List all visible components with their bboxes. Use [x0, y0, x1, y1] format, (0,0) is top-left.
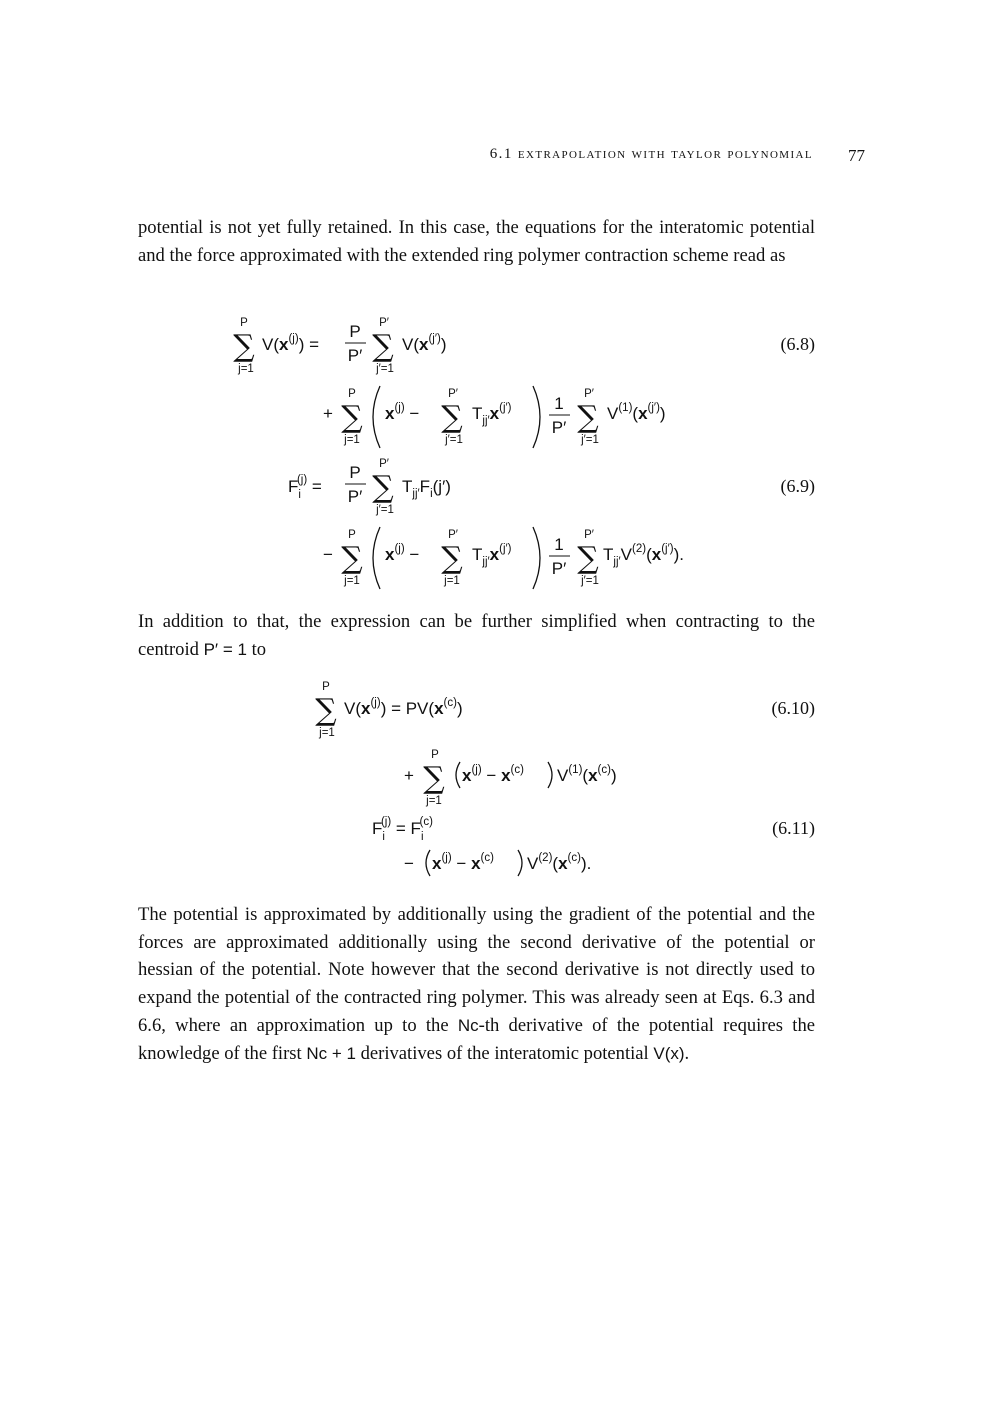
svg-text:V(1)(x(c)): $V^{(1)}(x^{(c)})$ — [557, 764, 617, 785]
svg-text:V(1)(x(j′)): $V^{(1)}(x^{(j')})$ — [607, 402, 666, 423]
svg-text:P′: P′ — [551, 559, 567, 578]
svg-text:P: P — [349, 463, 361, 482]
svg-text:−: − — [323, 545, 333, 564]
inline-math-nc: Nc — [457, 1015, 479, 1035]
svg-text:∑: ∑ — [577, 400, 599, 435]
svg-text:P′: P′ — [551, 418, 567, 437]
svg-text:j=1: j=1 — [319, 727, 335, 739]
svg-text:∑: ∑ — [441, 400, 463, 435]
paragraph-approximation — [138, 901, 815, 1067]
svg-text:∑: ∑ — [233, 329, 255, 364]
svg-text:P′: P′ — [584, 388, 594, 400]
svg-text:x(j) −: $x^{(j)}$ − — [385, 402, 420, 423]
paragraph-approximation-text-a: The potential is approximated by additionally using the gradient of the potential and the forces are approximated additionally using the second derivative of the potential or hessian of the potential. Note however that the second derivative is not directly used to expand the potential of the contracted ring polymer. This was already seen at Eqs. 6.3 and 6.6, where an approximation up to the — [138, 904, 815, 1036]
svg-text:P: P — [348, 388, 356, 400]
svg-text:∑: ∑ — [315, 693, 337, 728]
svg-text:−: − — [404, 854, 414, 873]
svg-text:Fi(j) =: $F_i(j)$ = — [288, 474, 322, 501]
equation-number-6-8: (6.8) — [780, 334, 815, 354]
paragraph-approximation-text-c: derivatives of the interatomic potential — [355, 1042, 654, 1064]
svg-text:j′=1: j′=1 — [581, 434, 599, 446]
svg-text:P′: P′ — [347, 487, 363, 506]
svg-text:j′=1: j′=1 — [376, 504, 394, 516]
svg-text:x(j) −: $x^{(j)}$ − — [385, 543, 420, 564]
svg-text:j=1: j=1 — [426, 795, 442, 807]
svg-text:P′: P′ — [584, 529, 594, 541]
svg-text:x(j) − x(c): $x^{(j)} - x^{(c)}$ — [462, 764, 524, 785]
inline-math-centroid: P′ = 1 — [203, 639, 247, 659]
svg-text:P′: P′ — [448, 388, 458, 400]
svg-text:Fi(j) = Fi(c): $F_i(j) = F_i(c)$ — [372, 816, 433, 843]
svg-text:V(x(j′)): $V(x^{(j')})$ — [402, 333, 447, 354]
equation-number-6-9: (6.9) — [780, 476, 815, 496]
svg-text:P′: P′ — [448, 529, 458, 541]
running-title: 6.1 extrapolation with taylor polynomial — [489, 146, 813, 162]
svg-text:P: P — [348, 529, 356, 541]
svg-text:j=1: j=1 — [344, 575, 360, 587]
inline-math-nc-plus-one: Nc + 1 — [306, 1043, 356, 1063]
page-number: 77 — [848, 146, 865, 165]
svg-text:P: P — [240, 317, 248, 329]
svg-text:j=1: j=1 — [238, 363, 254, 375]
svg-text:∑: ∑ — [441, 541, 463, 576]
svg-text:1: 1 — [554, 394, 564, 413]
svg-text:j′=1: j′=1 — [581, 575, 599, 587]
svg-text:1: 1 — [554, 535, 564, 554]
svg-text:P: P — [349, 322, 361, 341]
equation-number-6-11: (6.11) — [772, 818, 815, 838]
svg-text:∑: ∑ — [577, 541, 599, 576]
svg-text:V(x(j)) =: $V(x^{(j)})$ = — [262, 333, 319, 354]
svg-text:∑: ∑ — [372, 329, 394, 364]
svg-text:x(j) − x(c): $x^{(j)} - x^{(c)}$ — [432, 852, 494, 873]
svg-text:+: + — [323, 404, 333, 423]
svg-text:Tjj′V(2)(x(j′)).: $T_{jj'}V^{(2)}(x^{(j')})$. — [603, 543, 684, 568]
svg-text:V(x(j)) = PV(x(c)): $V(x^{(j)}) = PV(x^{(c)})$ — [344, 697, 463, 718]
svg-text:∑: ∑ — [423, 761, 445, 796]
svg-text:P′: P′ — [379, 317, 389, 329]
svg-text:Tjj′x(j′): $T_{jj'}x^{(j')}$ — [472, 402, 512, 427]
paragraph-centroid-text-b: to — [246, 638, 267, 660]
svg-text:+: + — [404, 766, 414, 785]
svg-text:Tjj′Fi(j′): $T_{jj'}F_i(j')$ — [402, 477, 451, 500]
svg-text:∑: ∑ — [341, 541, 363, 576]
paragraph-approximation-text-d: . — [684, 1042, 690, 1064]
svg-text:V(2)(x(c)).: $V^{(2)}(x^{(c)})$. — [527, 852, 592, 873]
inline-math-vx: V(x) — [653, 1043, 685, 1063]
svg-text:j′=1: j′=1 — [376, 363, 394, 375]
paragraph-centroid-text-a: In addition to that, the expression can be further simplified when contracting to the centroid — [138, 611, 815, 660]
svg-text:∑: ∑ — [372, 470, 394, 505]
equation-number-6-10: (6.10) — [771, 698, 815, 718]
svg-text:P′: P′ — [347, 346, 363, 365]
svg-text:j=1: j=1 — [344, 434, 360, 446]
svg-text:Tjj′x(j′): $T_{jj'}x^{(j')}$ — [472, 543, 512, 568]
svg-text:j′=1: j′=1 — [445, 434, 463, 446]
svg-text:P: P — [322, 681, 330, 693]
svg-text:P: P — [431, 749, 439, 761]
svg-text:∑: ∑ — [341, 400, 363, 435]
paragraph-intro-text: potential is not yet fully retained. In this case, the equations for the interatomic potential and the force approximated with the extended ring polymer contraction scheme read as — [138, 217, 815, 266]
svg-text:j=1: j=1 — [444, 575, 460, 587]
svg-text:P′: P′ — [379, 458, 389, 470]
paragraph-approximation-text-b: -th derivative of the potential requires the knowledge of the first — [138, 1014, 815, 1064]
